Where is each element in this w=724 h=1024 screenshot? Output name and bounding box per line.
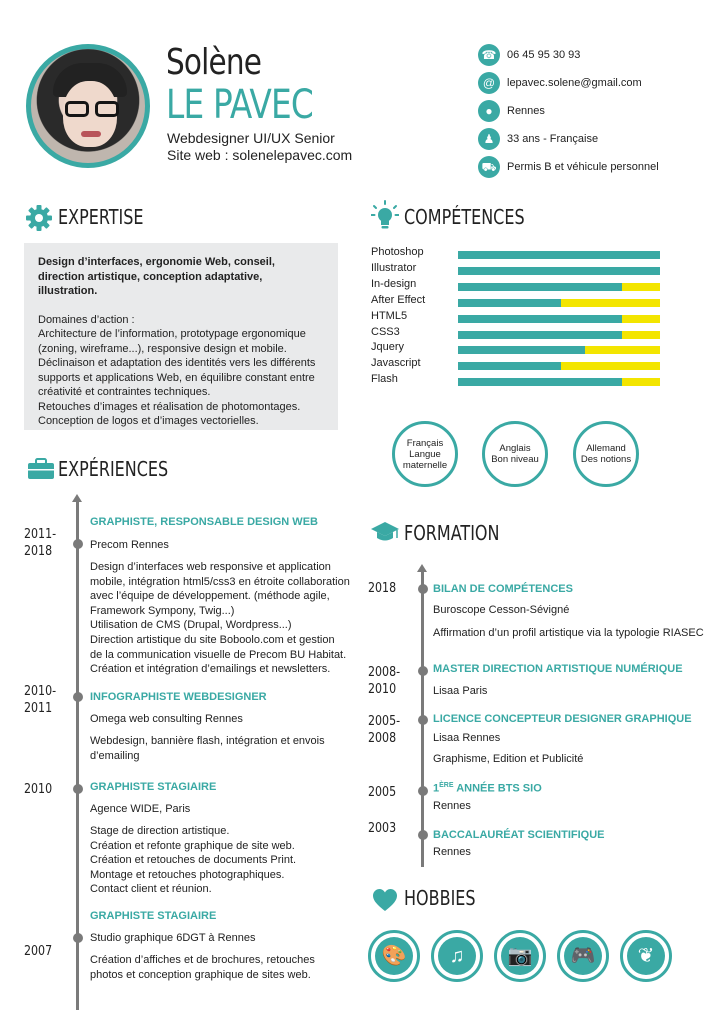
timeline-dot — [418, 786, 428, 796]
skill-name: Jquery — [371, 341, 405, 354]
language-line: Des notions — [580, 454, 632, 465]
desc-line: Contact client et réunion. — [90, 883, 212, 896]
domains-label: Domaines d’action : — [38, 313, 135, 326]
skill-bar — [458, 378, 660, 386]
competences-title: COMPÉTENCES — [404, 205, 525, 229]
year-line: 2005 — [368, 785, 397, 800]
skill-name: HTML5 — [371, 309, 408, 322]
year-line: 2005- — [368, 714, 401, 729]
skill-bar — [458, 299, 660, 307]
experience-company: Agence WIDE, Paris — [90, 803, 191, 815]
desc-line: Utilisation de CMS (Drupal, Wordpress...) — [90, 619, 292, 632]
experiences-title: EXPÉRIENCES — [58, 457, 169, 481]
formation-year — [368, 664, 400, 698]
experience-title: GRAPHISTE STAGIAIRE — [90, 910, 217, 922]
car-icon: ⛟ — [478, 156, 500, 178]
skill-bar — [458, 331, 660, 339]
last-name: LE PAVEC — [166, 82, 313, 128]
expertise-box — [24, 243, 338, 430]
title-text: ANNÉE BTS SIO — [456, 782, 542, 795]
expertise-lead: Design d’interfaces, ergonomie Web, conseil, direction artistique, conception adaptative, illustration. — [38, 256, 275, 297]
desc-line: Webdesign, bannière flash, intégration et envois — [90, 735, 325, 747]
year-line: 2010 — [368, 682, 397, 697]
timeline-dot — [73, 539, 83, 549]
skill-bar — [458, 251, 660, 259]
hobby-painting — [368, 930, 420, 982]
year-line: 2007 — [24, 944, 53, 959]
formation-line: Rennes — [433, 800, 471, 812]
formation-line: Buroscope Cesson-Sévigné — [433, 604, 570, 616]
contact-license — [478, 155, 659, 179]
contact-location — [478, 99, 545, 123]
timeline-dot — [418, 715, 428, 725]
desc-line: Création et refonte graphique de site web. — [90, 839, 295, 852]
formation-line: Lisaa Paris — [433, 685, 488, 697]
year-line: 2018 — [368, 581, 397, 596]
contact-text: Rennes — [507, 105, 545, 117]
hobby-nature — [620, 930, 672, 982]
experience-title: INFOGRAPHISTE WEBDESIGNER — [90, 691, 267, 703]
contact-text: 06 45 95 30 93 — [507, 49, 581, 61]
desc-line: Création et intégration d’emailings et newsletters. — [90, 663, 331, 676]
desc-line: Design d’interfaces web responsive et application — [90, 561, 331, 573]
language-line: Anglais — [499, 443, 531, 454]
skill-bar — [458, 315, 660, 323]
year-line: 2010- — [24, 684, 57, 699]
title-superscript: ÈRE — [439, 782, 454, 789]
skill-bar-fill — [458, 362, 561, 370]
language-line: Français — [406, 437, 444, 449]
experience-title: GRAPHISTE, RESPONSABLE DESIGN WEB — [90, 516, 318, 528]
desc-line: avec l’équipe de développement. (méthode agile, — [90, 590, 330, 603]
formation-year — [368, 820, 396, 837]
at-icon: @ — [478, 72, 500, 94]
location-pin-icon: ● — [478, 100, 500, 122]
palette-icon: 🎨 — [375, 937, 413, 975]
skill-name: Javascript — [371, 357, 421, 370]
language-english — [482, 421, 548, 487]
experience-description — [90, 734, 325, 763]
formation-title-item — [433, 782, 542, 795]
experience-title: GRAPHISTE STAGIAIRE — [90, 781, 217, 793]
desc-line: Stage de direction artistique. — [90, 825, 230, 837]
job-title: Webdesigner UI/UX Senior — [167, 130, 335, 146]
year-line: 2003 — [368, 821, 397, 836]
skill-name: Illustrator — [371, 261, 417, 274]
lips — [81, 131, 101, 137]
skill-bar — [458, 267, 660, 275]
job-info — [167, 130, 352, 164]
avatar — [26, 44, 150, 168]
experience-description — [90, 953, 315, 982]
glasses-left — [65, 101, 89, 117]
desc-line: Création d’affiches et de brochures, retouches — [90, 954, 315, 966]
formation-year — [368, 784, 396, 801]
formation-year — [368, 580, 396, 597]
skill-bar-fill — [458, 346, 585, 354]
contact-text: 33 ans - Française — [507, 133, 599, 145]
domain-item: Conception de logos et d’images vectorielles. — [38, 415, 259, 427]
desc-line: Montage et retouches photographiques. — [90, 868, 285, 881]
expertise-title: EXPERTISE — [58, 205, 144, 229]
experience-description — [90, 824, 296, 897]
skill-name: Flash — [371, 373, 398, 386]
language-line: Langue — [409, 448, 441, 460]
contact-text: Permis B et véhicule personnel — [507, 161, 659, 173]
experience-company: Studio graphique 6DGT à Rennes — [90, 932, 256, 944]
timeline-dot — [73, 933, 83, 943]
skill-bar — [458, 283, 660, 291]
timeline-dot — [418, 584, 428, 594]
skill-bar-fill — [458, 267, 660, 275]
formation-line: Rennes — [433, 846, 471, 858]
formation-line: Affirmation d’un profil artistique via la typologie RIASEC — [433, 627, 704, 639]
domain-item: Retouches d’images et réalisation de photomontages. — [38, 400, 301, 413]
formation-title: FORMATION — [404, 521, 500, 545]
heart-icon — [372, 888, 398, 912]
experience-year — [24, 526, 56, 560]
skill-bar-fill — [458, 283, 622, 291]
hobby-music — [431, 930, 483, 982]
first-name: Solène — [166, 42, 262, 83]
skill-bar-fill — [458, 299, 561, 307]
language-french — [392, 421, 458, 487]
camera-icon: 📷 — [501, 937, 539, 975]
hobbies-title: HOBBIES — [404, 886, 476, 910]
contact-email[interactable] — [478, 71, 642, 95]
language-line: maternelle — [402, 459, 448, 471]
language-line: Allemand — [586, 443, 626, 454]
lightbulb-icon — [371, 200, 399, 230]
formation-line: Lisaa Rennes — [433, 732, 501, 744]
experience-description — [90, 560, 350, 677]
formation-title-item: MASTER DIRECTION ARTISTIQUE NUMÉRIQUE — [433, 663, 683, 675]
experience-company: Precom Rennes — [90, 539, 169, 551]
skill-bar-fill — [458, 331, 622, 339]
year-line: 2008 — [368, 731, 397, 746]
desc-line: photos et conception graphique de sites web. — [90, 968, 311, 981]
year-line: 2011 — [24, 701, 53, 716]
experience-year — [24, 683, 56, 717]
language-german — [573, 421, 639, 487]
hobby-gaming — [557, 930, 609, 982]
music-note-icon: ♫ — [438, 937, 476, 975]
skill-bar — [458, 362, 660, 370]
year-line: 2011- — [24, 527, 57, 542]
skill-bar-fill — [458, 315, 622, 323]
skill-name: CSS3 — [371, 325, 400, 338]
gamepad-icon: 🎮 — [564, 937, 602, 975]
experience-year — [24, 781, 52, 798]
year-line: 2010 — [24, 782, 53, 797]
formation-title-item: LICENCE CONCEPTEUR DESIGNER GRAPHIQUE — [433, 713, 692, 725]
person-icon: ♟ — [478, 128, 500, 150]
contact-text: lepavec.solene@gmail.com — [507, 77, 642, 89]
skill-bar — [458, 346, 660, 354]
skill-name: After Effect — [371, 293, 426, 306]
timeline-dot — [73, 784, 83, 794]
formation-title-item: BACCALAURÉAT SCIENTIFIQUE — [433, 829, 605, 841]
timeline-dot — [418, 830, 428, 840]
briefcase-icon — [27, 458, 55, 480]
desc-line: Direction artistique du site Boboolo.com et gestion — [90, 633, 335, 646]
leaf-icon: ❦ — [627, 937, 665, 975]
timeline-dot — [73, 692, 83, 702]
skill-bar-fill — [458, 378, 622, 386]
experience-company: Omega web consulting Rennes — [90, 713, 243, 725]
skill-name: Photoshop — [371, 246, 424, 258]
desc-line: Framework Sympony, Twig...) — [90, 604, 235, 617]
skill-name: In-design — [371, 277, 417, 290]
website[interactable]: Site web : solenelepavec.com — [167, 147, 353, 163]
graduation-cap-icon — [370, 520, 400, 544]
experience-year — [24, 943, 52, 960]
title-number: 1 — [433, 782, 440, 795]
desc-line: mobile, intégration html5/css3 en étroite collaboration — [90, 575, 350, 588]
desc-line: Création et retouches de documents Print. — [90, 854, 297, 867]
glasses-right — [95, 101, 119, 117]
domain-item: Déclinaison et adaptation des identités vers les différents supports et applications Web, en équilibre constant entre créativité et contraintes techniques. — [38, 357, 316, 398]
skill-bar-fill — [458, 251, 660, 259]
contact-phone[interactable] — [478, 43, 580, 67]
formation-title-item: BILAN DE COMPÉTENCES — [433, 583, 573, 595]
year-line: 2018 — [24, 544, 53, 559]
formation-year — [368, 713, 400, 747]
year-line: 2008- — [368, 665, 401, 680]
phone-icon: ☎ — [478, 44, 500, 66]
hobby-photography — [494, 930, 546, 982]
language-line: Bon niveau — [491, 454, 539, 465]
domain-item: Architecture de l’information, prototypage ergonomique (zoning, wireframe...), responsive design et mobile. — [38, 328, 306, 355]
desc-line: d’emailing — [90, 749, 140, 762]
desc-line: de la communication visuelle de Precom BU Habitat. — [90, 648, 347, 661]
contact-age — [478, 127, 598, 151]
gear-icon — [25, 204, 53, 232]
timeline-dot — [418, 666, 428, 676]
formation-line: Graphisme, Edition et Publicité — [433, 753, 584, 765]
